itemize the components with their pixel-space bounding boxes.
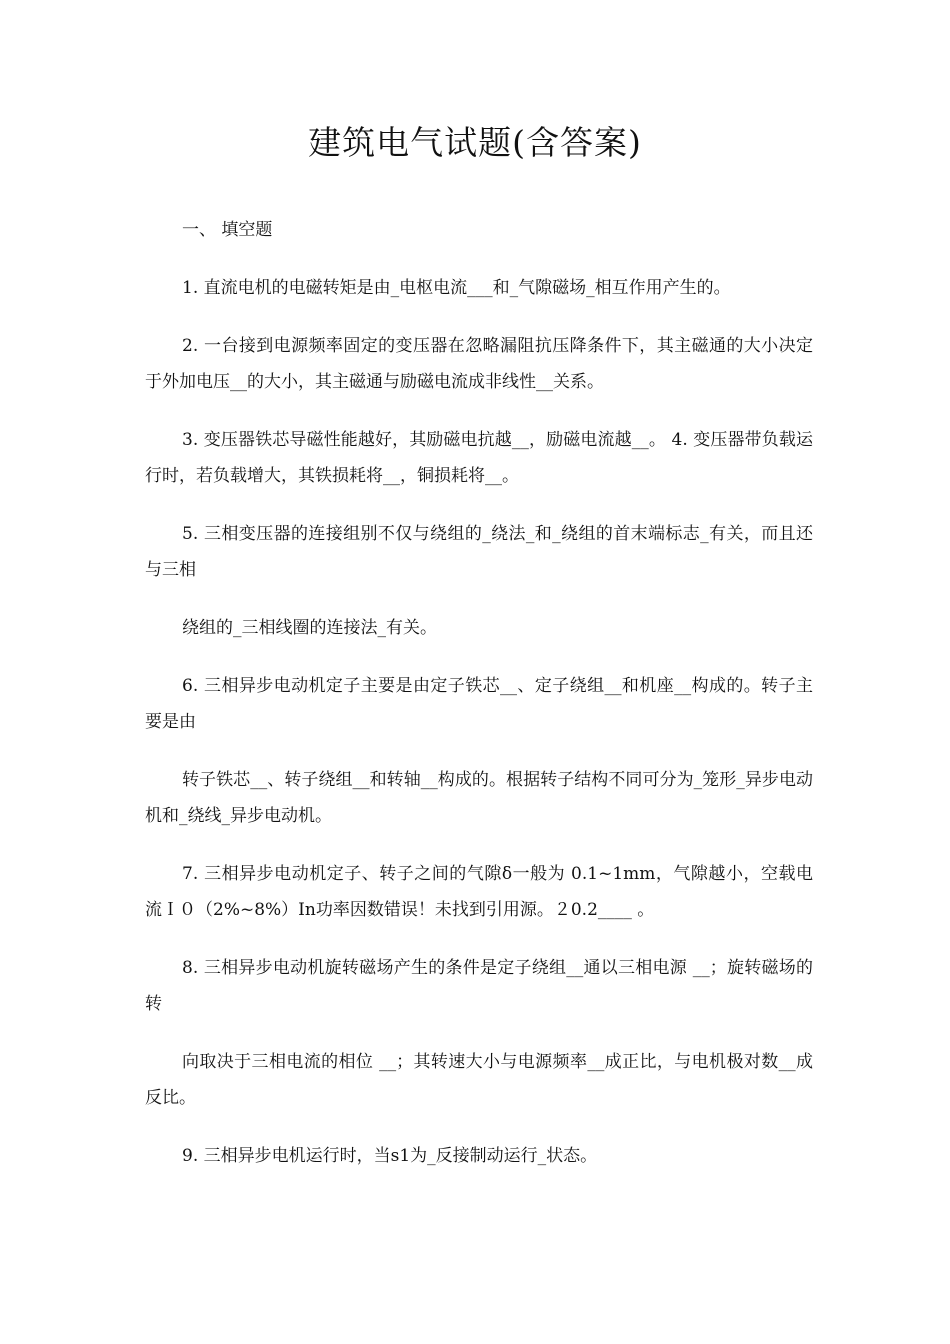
question-paragraph: 3. 变压器铁芯导磁性能越好，其励磁电抗越__，励磁电流越__。 4. 变压器带负载运行时，若负载增大，其铁损耗将__，铜损耗将__。 (145, 430, 813, 486)
question-paragraph: 1. 直流电机的电磁转矩是由_电枢电流___和_气隙磁场_相互作用产生的。 (182, 278, 731, 298)
question-paragraph: 向取决于三相电流的相位 __；其转速大小与电源频率__成正比，与电机极对数__成反比。 (145, 1052, 813, 1108)
document-body (145, 212, 813, 1174)
question-paragraph: 6. 三相异步电动机定子主要是由定子铁芯__、定子绕组__和机座__构成的。转子主要是由 (145, 676, 813, 732)
question-paragraph: 7. 三相异步电动机定子、转子之间的气隙δ一般为 0.1~1mm，气隙越小，空载电流Ｉ０（2%~8%）In功率因数错误！未找到引用源。２0.2____ 。 (145, 864, 813, 920)
question-paragraph: 转子铁芯__、转子绕组__和转轴__构成的。根据转子结构不同可分为_笼形_异步电动机和_绕线_异步电动机。 (145, 770, 813, 826)
question-paragraph: 9. 三相异步电机运行时，当s1为_反接制动运行_状态。 (182, 1146, 598, 1166)
question-paragraph: 绕组的_三相线圈的连接法_有关。 (182, 618, 437, 638)
document-title: 建筑电气试题(含答案) (308, 123, 642, 162)
question-paragraph: 8. 三相异步电动机旋转磁场产生的条件是定子绕组__通以三相电源 __；旋转磁场的转 (145, 958, 813, 1014)
question-paragraph: 2. 一台接到电源频率固定的变压器在忽略漏阻抗压降条件下，其主磁通的大小决定于外加电压__的大小，其主磁通与励磁电流成非线性__关系。 (145, 336, 813, 392)
question-paragraph: 5. 三相变压器的连接组别不仅与绕组的_绕法_和_绕组的首末端标志_有关，而且还与三相 (145, 524, 813, 580)
section-heading: 一、 填空题 (182, 220, 273, 240)
